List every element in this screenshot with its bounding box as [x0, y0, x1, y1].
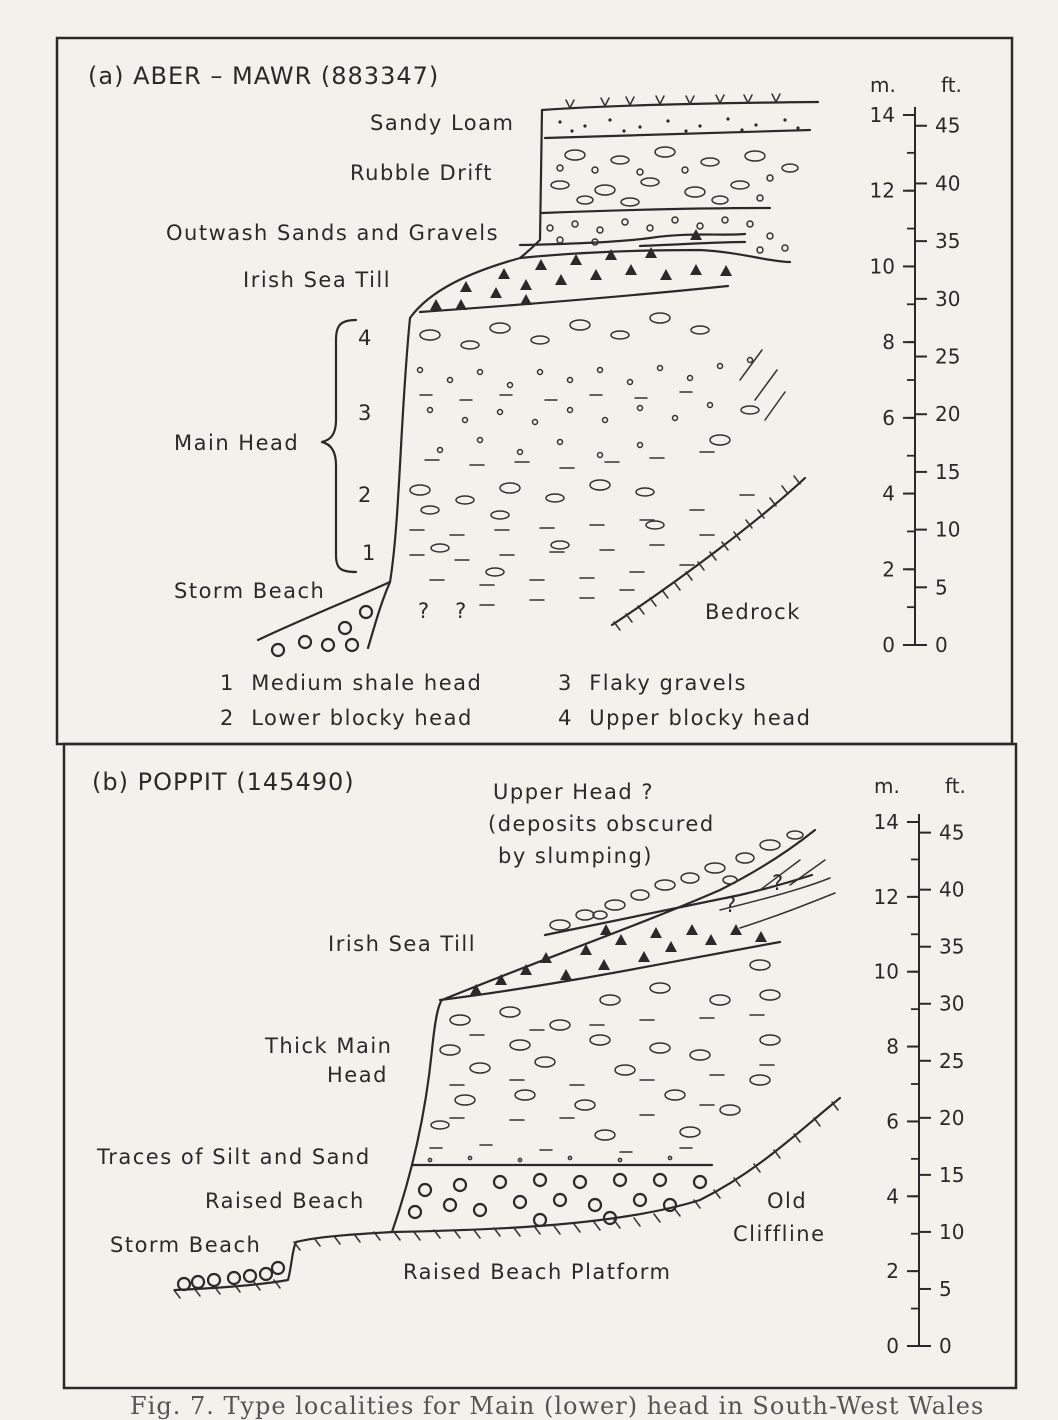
- scale-label-ft: 5: [935, 575, 948, 600]
- scale-label-m: 4: [886, 1184, 899, 1209]
- panel-a-title: (a) ABER – MAWR (883347): [88, 62, 440, 90]
- scale-label-ft: 45: [939, 820, 965, 845]
- scale-label-ft: 20: [939, 1105, 965, 1130]
- scale-label-ft: 40: [939, 877, 965, 902]
- scale-label-ft: 15: [939, 1162, 965, 1187]
- scale-label-ft: 0: [935, 633, 948, 657]
- label-rubble-drift: Rubble Drift: [350, 161, 493, 185]
- scale-label-ft: 15: [935, 459, 961, 484]
- panel-a: [88, 62, 818, 730]
- label-thick-main-head-2: Head: [327, 1063, 388, 1087]
- scale-label-m: 12: [873, 884, 899, 909]
- legend-item-3: 3 Flaky gravels: [558, 671, 747, 695]
- label-irish-sea-till-b: Irish Sea Till: [328, 932, 477, 956]
- label-silt-sand: Traces of Silt and Sand: [97, 1145, 371, 1169]
- scale-bar-a: [870, 73, 962, 657]
- scale-label-ft: 20: [935, 402, 961, 427]
- label-main-head: Main Head: [174, 431, 300, 455]
- main-head-brace: [322, 320, 356, 572]
- scale-label-ft: 25: [935, 344, 961, 369]
- label-sandy-loam: Sandy Loam: [370, 111, 515, 135]
- label-upper-head-3: by slumping): [498, 844, 653, 868]
- label-thick-main-head-1: Thick Main: [265, 1034, 393, 1058]
- question-mark-1: ?: [772, 871, 785, 895]
- question-mark-2: ?: [725, 893, 738, 917]
- scale-label-m: 8: [882, 330, 895, 355]
- scale-bar-b: [874, 774, 966, 1358]
- legend-item-4: 4 Upper blocky head: [558, 706, 812, 730]
- scale-label-m: 14: [869, 103, 895, 127]
- label-upper-head-2: (deposits obscured: [488, 812, 715, 836]
- label-unknown: ? ?: [418, 599, 468, 623]
- scale-label-ft: 35: [935, 229, 961, 254]
- cliff-profile-b: [392, 830, 815, 1232]
- scale-unit-ft: ft.: [945, 774, 966, 798]
- label-outwash: Outwash Sands and Gravels: [166, 221, 500, 245]
- panel-b: [92, 768, 840, 1298]
- label-irish-sea-till-a: Irish Sea Till: [243, 268, 392, 292]
- unit-1-label: 1: [362, 541, 377, 565]
- scale-label-m: 0: [882, 633, 895, 657]
- scale-label-m: 10: [873, 959, 899, 984]
- scale-label-ft: 10: [935, 517, 961, 542]
- scale-label-m: 6: [882, 405, 895, 430]
- panel-b-title: (b) POPPIT (145490): [92, 768, 355, 796]
- raised-beach-pebbles: [409, 1174, 706, 1226]
- label-raised-beach-platform: Raised Beach Platform: [403, 1260, 672, 1284]
- legend-item-2: 2 Lower blocky head: [220, 706, 473, 730]
- scale-label-m: 14: [873, 810, 899, 834]
- figure-caption: Fig. 7. Type localities for Main (lower) head in South-West Wales: [130, 1392, 985, 1420]
- label-storm-beach-b: Storm Beach: [110, 1233, 262, 1257]
- label-bedrock: Bedrock: [705, 600, 801, 624]
- scale-label-m: 8: [886, 1034, 899, 1059]
- label-raised-beach: Raised Beach: [205, 1189, 365, 1213]
- label-old-cliffline-1: Old: [767, 1189, 808, 1213]
- scale-label-ft: 25: [939, 1048, 965, 1073]
- scale-unit-m: m.: [870, 73, 896, 97]
- scale-label-ft: 40: [935, 171, 961, 196]
- scale-label-ft: 10: [939, 1219, 965, 1244]
- scale-label-m: 6: [886, 1109, 899, 1134]
- scale-label-m: 12: [869, 178, 895, 203]
- scale-label-m: 2: [886, 1259, 899, 1284]
- legend-item-1: 1 Medium shale head: [220, 671, 483, 695]
- unit-2-label: 2: [358, 483, 373, 507]
- scale-label-ft: 5: [939, 1276, 952, 1301]
- rubble-drift-texture: [551, 147, 798, 206]
- unit-3-label: 3: [358, 401, 373, 425]
- scale-label-m: 4: [882, 481, 895, 506]
- unit-4-label: 4: [358, 326, 373, 350]
- scale-label-ft: 35: [939, 934, 965, 959]
- panel-a-frame: [57, 38, 1012, 744]
- label-upper-head-1: Upper Head ?: [493, 780, 654, 804]
- scale-label-m: 10: [869, 254, 895, 279]
- scale-label-ft: 0: [939, 1334, 952, 1358]
- scale-unit-ft: ft.: [941, 73, 962, 97]
- main-head-texture: [410, 313, 785, 605]
- scale-label-ft: 30: [935, 286, 961, 311]
- scale-label-m: 0: [886, 1334, 899, 1358]
- label-old-cliffline-2: Cliffline: [733, 1222, 826, 1246]
- scale-label-m: 2: [882, 557, 895, 582]
- scale-label-ft: 45: [935, 113, 961, 138]
- scale-unit-m: m.: [874, 774, 900, 798]
- irish-sea-till-texture-b: [470, 924, 767, 995]
- thick-main-head-texture: [428, 960, 780, 1162]
- storm-beach-pebbles-a: [272, 606, 372, 656]
- scale-label-ft: 30: [939, 991, 965, 1016]
- label-storm-beach-a: Storm Beach: [174, 579, 326, 603]
